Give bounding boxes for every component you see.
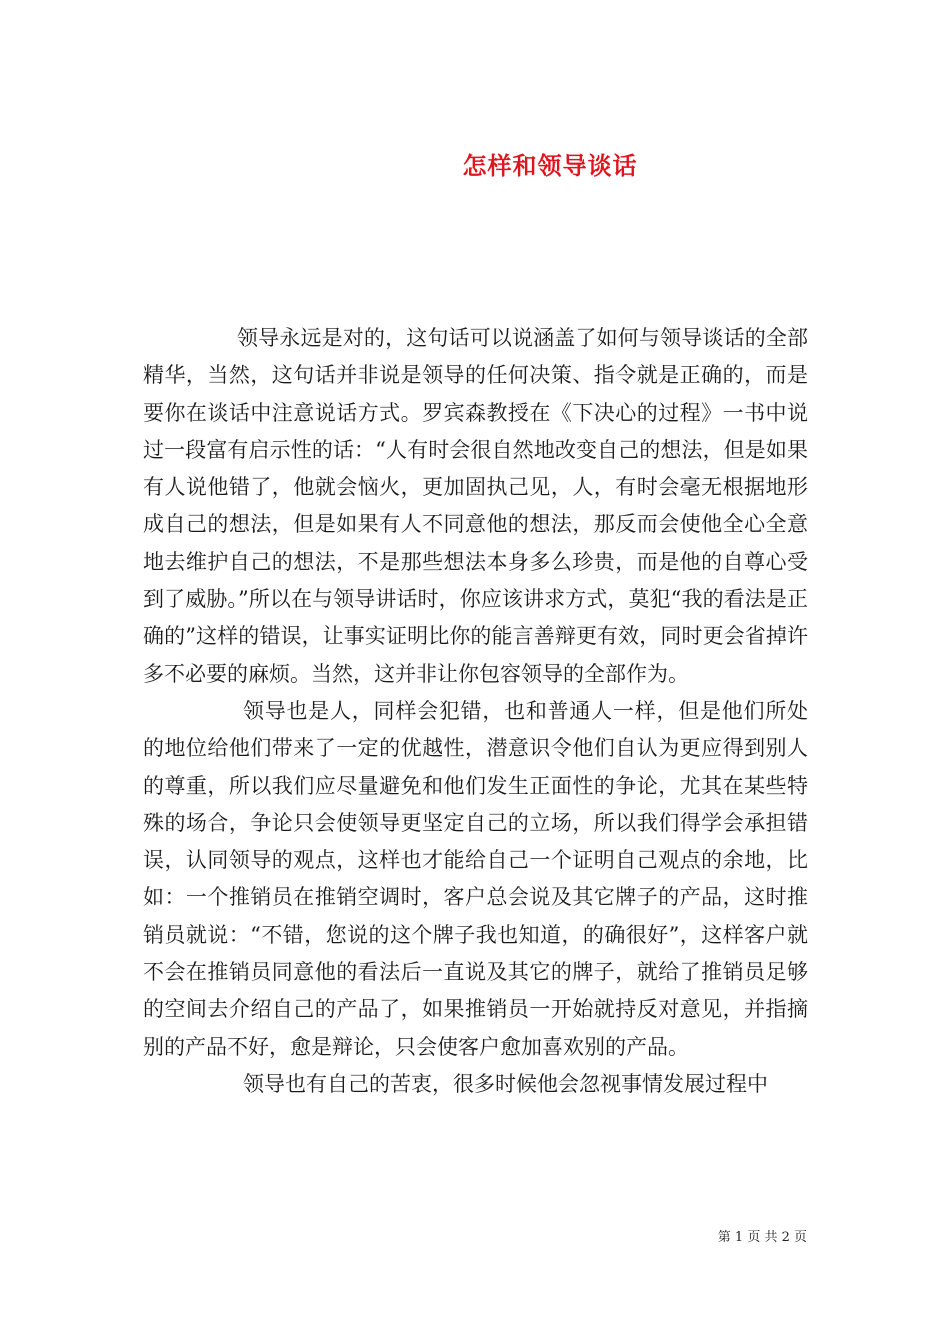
paragraph-1: 领导永远是对的，这句话可以说涵盖了如何与领导谈话的全部精华，当然，这句话并非说是领导的任何决策、指令就是正确的，而是要你在谈话中注意说话方式。罗宾森教授在《下决心的过程》一书中说过一段富有启示性的话：“人有时会很自然地改变自己的想法，但是如果有人说他错了，他就会恼火，更加固执己见，人，有时会毫无根据地形成自己的想法，但是如果有人不同意他的想法，那反而会使他全心全意地去维护自己的想法，不是那些想法本身多么珍贵，而是他的自尊心受到了威胁。”所以在与领导讲话时，你应该讲求方式，莫犯“我的看法是正确的”这样的错误，让事实证明比你的能言善辩更有效，同时更会省掉许多不必要的麻烦。当然，这并非让你包容领导的全部作为。 [143,326,808,686]
page-footer: 第 1 页 共 2 页 [717,1230,807,1245]
document-title: 怎样和领导谈话 [462,151,638,181]
paragraph-3: 领导也有自己的苦衷，很多时候他会忽视事情发展过程中 [243,1071,768,1096]
paragraph-2: 领导也是人，同样会犯错，也和普通人一样，但是他们所处的地位给他们带来了一定的优越性，潜意识令他们自认为更应得到别人的尊重，所以我们应尽量避免和他们发生正面性的争论，尤其在某些特殊的场合，争论只会使领导更坚定自己的立场，所以我们得学会承担错误，认同领导的观点，这样也才能给自己一个证明自己观点的余地，比如：一个推销员在推销空调时，客户总会说及其它牌子的产品，这时推销员就说：“不错，您说的这个牌子我也知道，的确很好”，这样客户就不会在推销员同意他的看法后一直说及其它的牌子，就给了推销员足够的空间去介绍自己的产品了，如果推销员一开始就持反对意见，并指摘别的产品不好，愈是辩论，只会使客户愈加喜欢别的产品。 [143,698,808,1059]
document-body [143,320,808,1103]
